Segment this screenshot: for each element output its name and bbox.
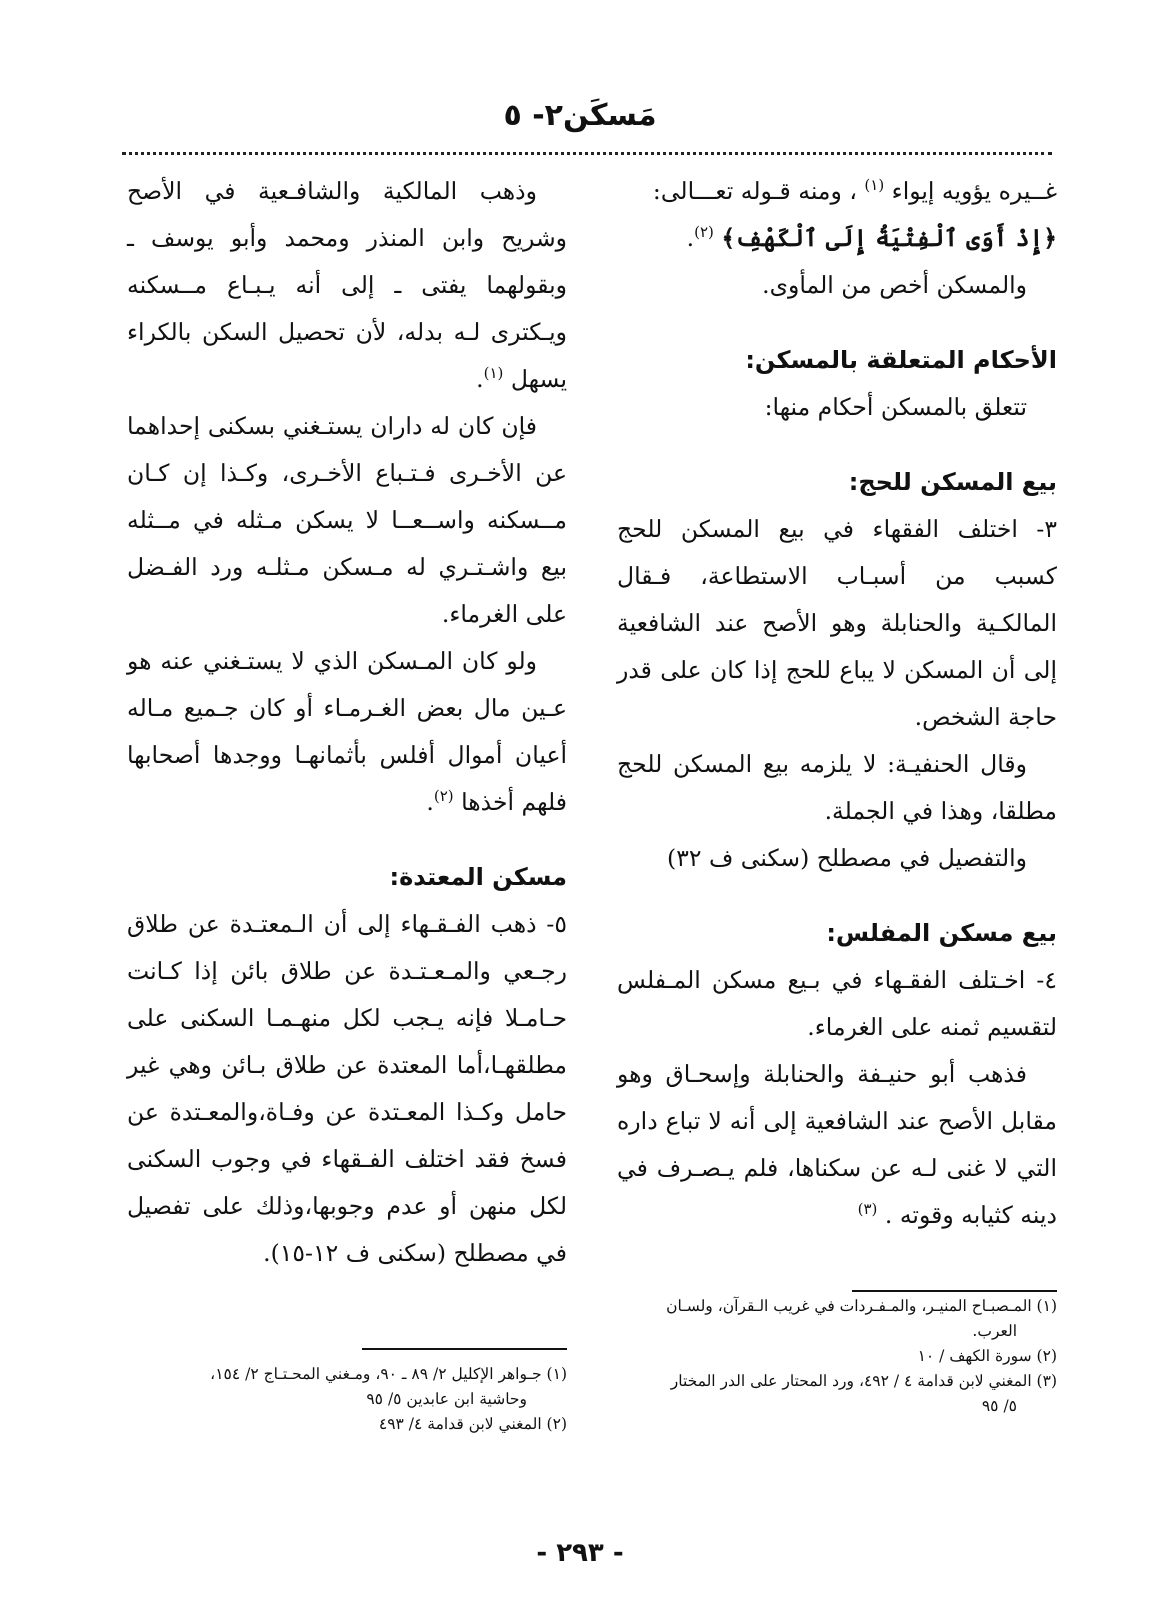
- heading-muflis: بيع مسكن المفلس:: [826, 919, 1057, 947]
- muflis-paragraph-2: فذهب أبو حنيـفة والحنابلة وإسحـاق وهو مقابل الأصح عند الشافعية إلى أنه لا تباع داره التي لا غنى لـه عن سكناها، فلم يـصـرف في دينه كثيابه وقوته . $^{(٣)}$: [617, 1060, 1057, 1229]
- footnote-ref: (٣): [857, 1200, 878, 1219]
- footnote-ref: (٢): [433, 787, 454, 806]
- footnote-1: (١) المـصبـاح المنيـر، والمـفـردات في غريب الـقرآن، ولسـان: [666, 1297, 1057, 1315]
- intro-conclusion: والمسكن أخص من المأوى.: [762, 271, 1027, 299]
- footnote-1-continued: العرب.: [972, 1322, 1017, 1340]
- header-dotted-divider: [122, 152, 1052, 155]
- footnote-ref: (٢): [694, 223, 714, 242]
- left-column: [127, 168, 567, 1277]
- quran-verse: ﴿إِذْ أَوَى ٱلْفِتْيَةُ إِلَى ٱلْكَهْفِ﴾ $^{(٢)}$.: [686, 223, 1057, 252]
- heading-ahkam: الأحكام المتعلقة بالمسكن:: [745, 346, 1057, 374]
- footnote-ref: (١): [864, 176, 885, 195]
- footnote-1-continued: وحاشية ابن عابدين ٥/ ٩٥: [366, 1390, 527, 1408]
- footnote-3-continued: ٥/ ٩٥: [981, 1397, 1017, 1415]
- heading-mutadda: مسكن المعتدة:: [389, 863, 567, 891]
- muflis-paragraph-1: ٤- اخـتلف الفقـهاء في بـيع مسكن المـفلس لتقسيم ثمنه على الغرماء.: [617, 966, 1057, 1041]
- footnote-2: (٢) سورة الكهف / ١٠: [917, 1347, 1057, 1365]
- hajj-paragraph-2: وقال الحنفيـة: لا يلزمه بيع المسكن للحج مطلقا، وهذا في الجملة.: [617, 750, 1057, 825]
- left-paragraph-3: ولو كان المـسكن الذي لا يستـغني عنه هو عـين مال بعض الغـرمـاء أو كان جـميع مـاله أعيان أموال أفلس بأثمانهـا ووجدها أصحابها فلهم أخذها $^{(٢)}$.: [127, 647, 567, 816]
- hajj-paragraph-3: والتفصيل في مصطلح (سكنى ف ٣٢): [667, 844, 1027, 872]
- footnote-1: (١) جـواهر الإكليل ٢/ ٨٩ ـ ٩٠، ومـغني المحـتـاج ٢/ ١٥٤،: [210, 1365, 567, 1383]
- footnote-ref: (١): [483, 364, 504, 383]
- mutadda-paragraph: ٥- ذهب الفـقـهاء إلى أن الـمعتـدة عن طلاق رجـعي والمـعـتـدة عن طلاق بائن إذا كـانت حـامـلا فإنه يـجب لكل منهـمـا السكنى على مطلقهـا،أما المعتدة عن طلاق بـائن وهي غير حامل وكـذا المعـتدة عن وفـاة،والمعـتدة عن فسخ فقد اختلف الفـقهاء في وجوب السكنى لكل منهن أو عدم وجوبها،وذلك على تفصيل في مصطلح (سكنى ف ١٢-١٥).: [127, 910, 567, 1267]
- left-paragraph-1: وذهب المالكية والشافـعية في الأصح وشريح وابن المنذر ومحمد وأبو يوسف ـ وبقولهما يفتى ـ إلى أنه يـبـاع مــسكنه ويـكترى لـه بدله، لأن تحصيل السكن بالكراء يسهل $^{(١)}$.: [127, 177, 567, 393]
- footnote-2: (٢) المغني لابن قدامة ٤/ ٤٩٣: [378, 1415, 567, 1433]
- footnote-rule-left: [362, 1348, 567, 1350]
- footnote-rule-right: [852, 1290, 1057, 1292]
- footnotes-right: [617, 1294, 1057, 1419]
- page-number: - ٢٩٣ -: [536, 1538, 624, 1568]
- ahkam-intro: تتعلق بالمسكن أحكام منها:: [764, 393, 1027, 421]
- footnotes-left: [127, 1362, 567, 1437]
- heading-hajj: بيع المسكن للحج:: [848, 468, 1057, 496]
- right-column: [617, 168, 1057, 1239]
- hajj-paragraph-1: ٣- اختلف الفقهاء في بيع المسكن للحج كسبب من أسبـاب الاستطاعة، فـقال المالكـية والحنابلة وهو الأصح عند الشافعية إلى أن المسكن لا يباع للحج إذا كان على قدر حاجة الشخص.: [617, 515, 1057, 731]
- intro-paragraph: غــيره يؤويه إيواء $^{(١)}$ ، ومنه قـوله تعـــالى:: [652, 176, 1057, 205]
- page-header-title: مَسكَن٢- ٥: [503, 98, 657, 133]
- left-paragraph-2: فإن كان له داران يستـغني بسكنى إحداهما عن الأخـرى فـتـباع الأخـرى، وكـذا إن كـان مــسكنه واســعــا لا يسكن مـثله في مــثله بيع واشـتـري له مـسكن مـثلـه ورد الفـضل على الغرماء.: [127, 412, 567, 628]
- footnote-3: (٣) المغني لابن قدامة ٤ / ٤٩٢، ورد المحتار على الدر المختار: [670, 1372, 1057, 1390]
